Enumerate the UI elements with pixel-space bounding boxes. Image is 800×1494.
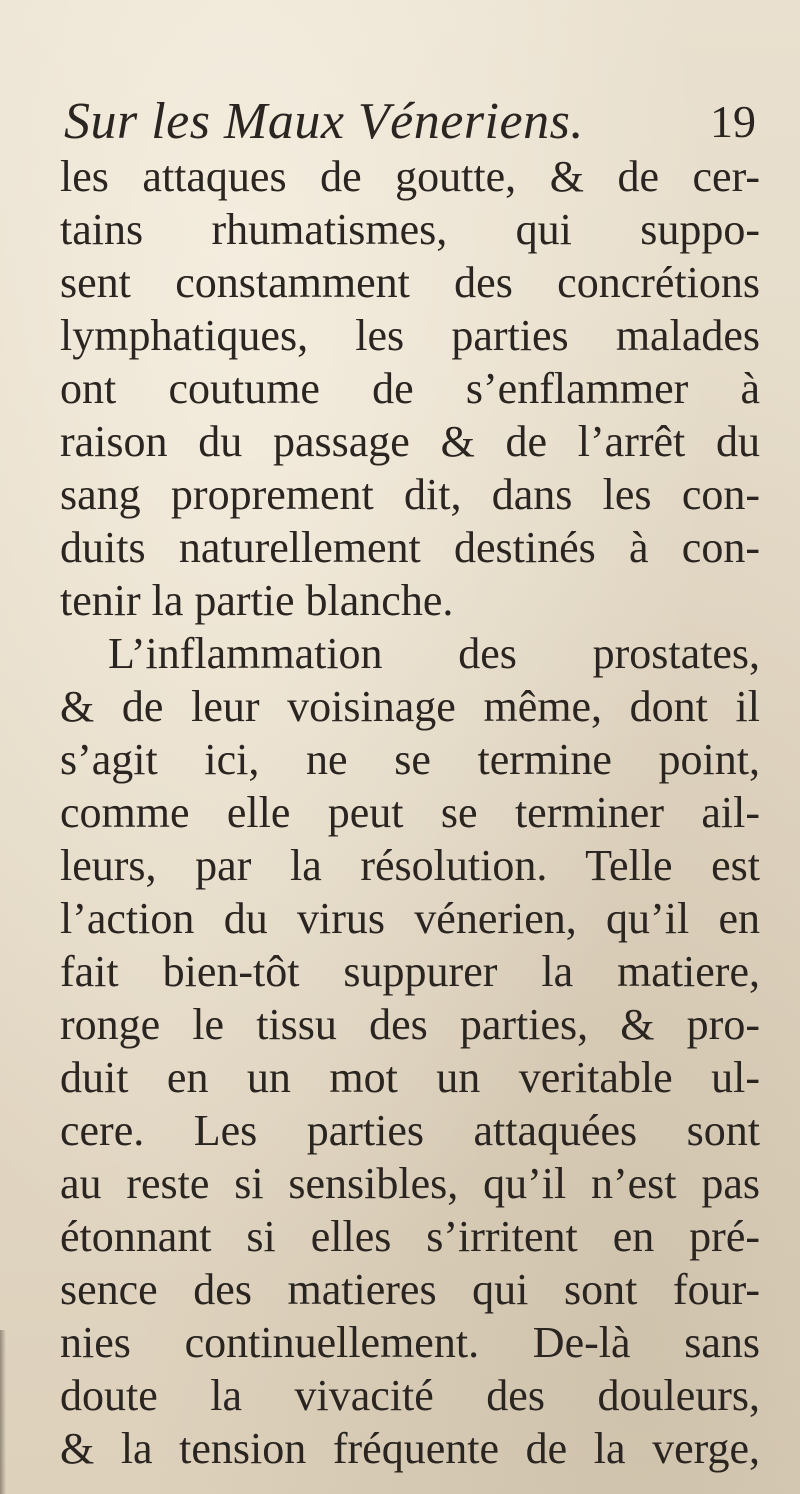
page-number: 19 (710, 96, 756, 147)
text-line: sent constamment des concrétions (60, 258, 760, 307)
text-line: & la tension fréquente de la verge, (60, 1424, 760, 1473)
text-line: étonnant si elles s’irritent en pré- (60, 1212, 760, 1261)
page-edge-shadow (0, 1330, 6, 1494)
text-line: les attaques de goutte, & de cer- (60, 152, 760, 201)
text-line: tains rhumatismes, qui suppo- (60, 205, 760, 254)
text-line: comme elle peut se terminer ail- (60, 788, 760, 837)
text-line: doute la vivacité des douleurs, (60, 1371, 760, 1420)
text-line: duit en un mot un veritable ul- (60, 1053, 760, 1102)
paragraph-start-line: L’inflammation des prostates, (108, 629, 760, 678)
text-line: raison du passage & de l’arrêt du (60, 417, 760, 466)
text-line: sence des matieres qui sont four- (60, 1265, 760, 1314)
paragraph-end-line: tenir la partie blanche. (60, 576, 454, 625)
text-line: ont coutume de s’enflammer à (60, 364, 760, 413)
text-line: l’action du virus vénerien, qu’il en (60, 894, 760, 943)
text-line: lymphatiques, les parties malades (60, 311, 760, 360)
text-line: s’agit ici, ne se termine point, (60, 735, 760, 784)
page-header (64, 92, 764, 152)
text-line: nies continuellement. De-là sans (60, 1318, 760, 1367)
text-line: sang proprement dit, dans les con- (60, 470, 760, 519)
text-line: & de leur voisinage même, dont il (60, 682, 760, 731)
text-line: fait bien-tôt suppurer la matiere, (60, 947, 760, 996)
running-title: Sur les Maux Véneriens. (64, 93, 584, 150)
text-line: duits naturellement destinés à con- (60, 523, 760, 572)
body-text (60, 150, 760, 1475)
text-line: au reste si sensibles, qu’il n’est pas (60, 1159, 760, 1208)
text-line: leurs, par la résolution. Telle est (60, 841, 760, 890)
text-line: cere. Les parties attaquées sont (60, 1106, 760, 1155)
text-line: ronge le tissu des parties, & pro- (60, 1000, 760, 1049)
